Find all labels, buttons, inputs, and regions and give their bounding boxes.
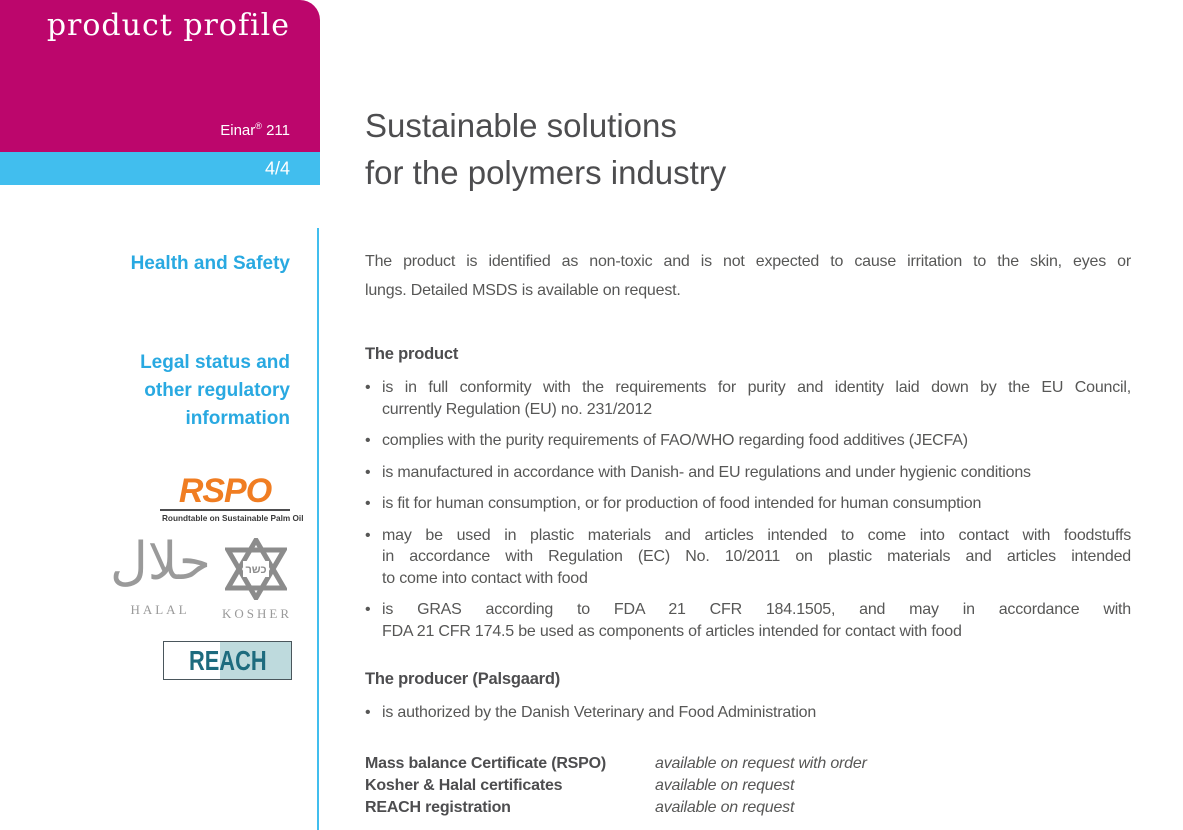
bullet-item	[365, 525, 1131, 590]
kosher-logo	[222, 538, 293, 622]
intro-paragraph	[365, 247, 1131, 305]
product-number: 211	[266, 122, 290, 139]
sidebar-heading-legal-status	[0, 349, 290, 433]
bullet-icon: •	[365, 704, 371, 721]
reach-logo-text: REACH	[188, 644, 267, 676]
page-title	[365, 102, 726, 196]
certificate-row	[365, 753, 1131, 775]
bullet-text	[382, 525, 1131, 590]
kosher-logo-caption: KOSHER	[222, 606, 293, 621]
banner-title: product profile	[46, 8, 290, 43]
bullet-text	[382, 462, 1131, 484]
product-section-heading: The product	[365, 345, 459, 363]
bullet-line: is authorized by the Danish Veterinary and Food Administration	[382, 704, 817, 721]
product-section	[365, 345, 1131, 652]
bullet-item	[365, 462, 1131, 484]
registered-trademark-mark: ®	[255, 121, 262, 131]
page-number-bar	[0, 152, 320, 185]
kosher-hebrew-text: כשר	[245, 564, 267, 576]
bullet-line: to come into contact with food	[382, 569, 588, 587]
bullet-text	[382, 377, 1131, 420]
star-of-david-icon	[225, 538, 287, 600]
bullet-text	[382, 702, 1131, 724]
certificate-value: available on request	[655, 799, 795, 816]
bullet-line: is manufactured in accordance with Danish- and EU regulations and under hygienic conditions	[382, 463, 1031, 481]
bullet-icon: •	[365, 526, 371, 544]
bullet-icon: •	[365, 463, 371, 481]
producer-bullet-list	[365, 702, 1131, 724]
bullet-line: complies with the purity requirements of FAO/WHO regarding food additives (JECFA)	[382, 432, 968, 449]
bullet-item	[365, 702, 1131, 724]
certificates-table	[365, 753, 1131, 819]
page-title-line2: for the polymers industry	[365, 154, 727, 191]
certificate-row	[365, 797, 1131, 819]
bullet-item	[365, 599, 1131, 642]
bullet-text	[382, 430, 1131, 452]
certificate-value: available on request with order	[655, 755, 867, 772]
certificate-row	[365, 775, 1131, 797]
rspo-logo-title: RSPO	[160, 474, 290, 511]
bullet-item	[365, 377, 1131, 420]
product-name-text: Einar	[220, 122, 256, 139]
bullet-line: may be used in plastic materials and articles intended to come into contact with foodstuffs	[382, 526, 1131, 544]
sidebar-heading-line: Health and Safety	[130, 253, 290, 274]
sidebar-heading-line: Legal status and	[140, 352, 290, 373]
bullet-line: is GRAS according to FDA 21 CFR 184.1505, and may in accordance with	[382, 601, 1131, 618]
bullet-line: in accordance with Regulation (EC) No. 10/2011 on plastic materials and articles intended	[382, 548, 1131, 565]
producer-section-heading: The producer (Palsgaard)	[365, 670, 561, 688]
bullet-line: is fit for human consumption, or for production of food intended for human consumption	[382, 495, 982, 512]
bullet-text	[382, 599, 1131, 642]
certificate-label: Mass balance Certificate (RSPO)	[365, 755, 606, 772]
intro-line: lungs. Detailed MSDS is available on request.	[365, 282, 681, 299]
bullet-text	[382, 493, 1131, 515]
bullet-icon: •	[365, 495, 371, 512]
bullet-item	[365, 430, 1131, 452]
certificate-label: REACH registration	[365, 799, 511, 816]
sidebar-heading-line: information	[185, 408, 290, 429]
bullet-icon: •	[365, 601, 371, 618]
certificate-value: available on request	[655, 777, 795, 794]
halal-logo-caption: HALAL	[130, 602, 190, 617]
header-banner	[0, 0, 320, 152]
rspo-logo-subtitle: Roundtable on Sustainable Palm Oil	[161, 513, 304, 523]
product-name	[220, 121, 290, 139]
certificate-label: Kosher & Halal certificates	[365, 777, 563, 794]
sidebar-divider-rule	[317, 228, 319, 830]
producer-section	[365, 670, 1131, 734]
sidebar-heading-line: other regulatory	[144, 380, 290, 401]
halal-logo	[110, 528, 210, 618]
bullet-line: FDA 21 CFR 174.5 be used as components of articles intended for contact with food	[382, 622, 962, 640]
product-bullet-list	[365, 377, 1131, 642]
halal-calligraphy-icon: حلال	[110, 533, 211, 591]
page-indicator: 4/4	[264, 158, 290, 178]
page-title-line1: Sustainable solutions	[365, 107, 677, 144]
intro-line: The product is identified as non-toxic and is not expected to cause irritation to the skin, eyes or	[365, 253, 1131, 270]
bullet-line: currently Regulation (EU) no. 231/2012	[382, 400, 652, 418]
reach-logo	[163, 641, 292, 680]
bullet-line: is in full conformity with the requirements for purity and identity laid down by the EU Council,	[382, 379, 1131, 396]
rspo-logo	[160, 472, 304, 523]
bullet-icon: •	[365, 379, 371, 396]
bullet-item	[365, 493, 1131, 515]
sidebar-heading-health-and-safety	[0, 250, 290, 278]
bullet-icon: •	[365, 432, 371, 449]
